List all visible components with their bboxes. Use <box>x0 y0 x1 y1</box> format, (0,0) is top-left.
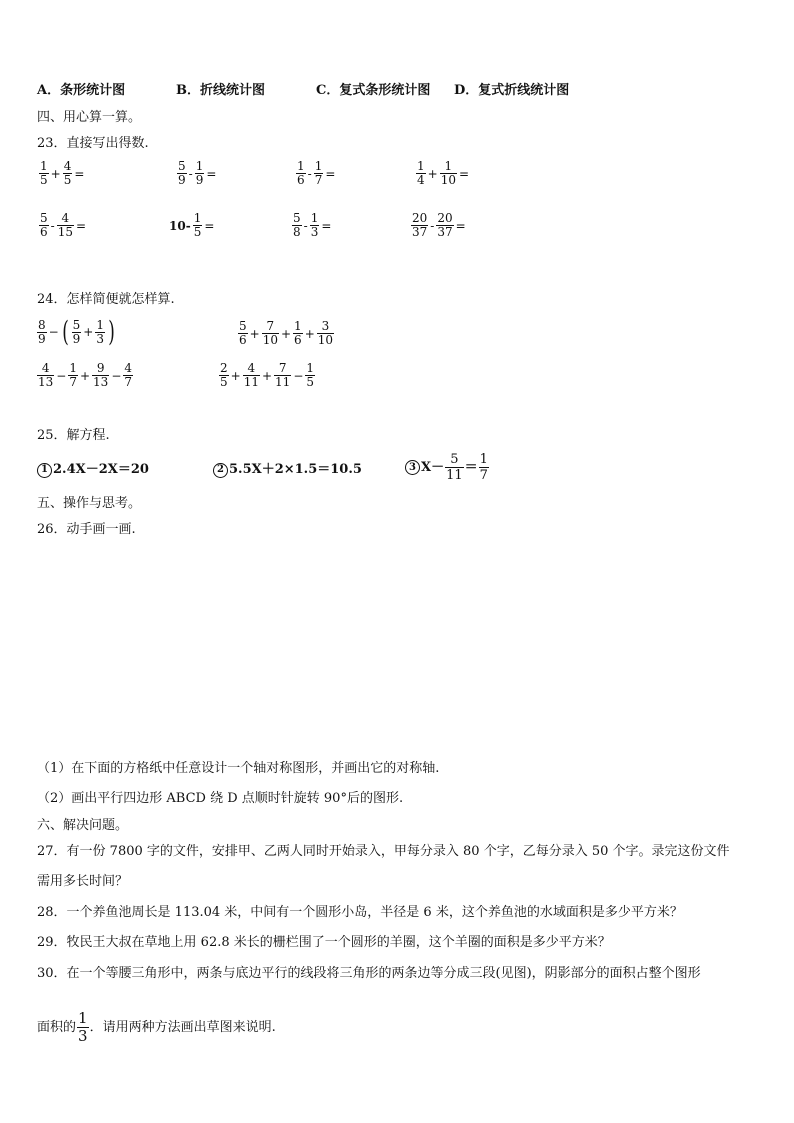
q25-equation-2: 2 5.5X＋2×1.5＝10.5 <box>213 462 362 478</box>
q27-line-1: 27．有一份 7800 字的文件，安排甲、乙两人同时开始录入，甲每分录入 80 个字，乙每分录入 50 个字。录完这份文件 <box>37 844 730 859</box>
q24-expr-1: $\frac{8}{9}$ − ( $\frac{5}{9}$ + $\frac{1}{3}$ ) <box>38 315 115 348</box>
option-b: B．折线统计图 <box>176 83 265 98</box>
q23-title: 23．直接写出得数. <box>37 136 149 151</box>
q28-text: 28．一个养鱼池周长是 113.04 米，中间有一个圆形小岛，半径是 6 米，这个养鱼池的水域面积是多少平方米？ <box>37 905 683 920</box>
section-4-heading: 四、用心算一算。 <box>37 110 142 125</box>
q27-line-2: 需用多长时间？ <box>37 874 129 889</box>
circled-number: 3 <box>405 460 420 475</box>
q26-part-2: （2）画出平行四边形 ABCD 绕 D 点顺时针旋转 90°后的图形. <box>37 791 404 806</box>
q25-title: 25．解方程. <box>37 428 110 443</box>
q25-equation-1: 1 2.4X－2X＝20 <box>37 462 149 478</box>
q24-expr-3: $\frac{4}{13}$ − $\frac{1}{7}$ + $\frac{9}{13}$ − $\frac{4}{7}$ <box>38 361 133 389</box>
q24-title: 24．怎样简便就怎样算. <box>37 292 175 307</box>
q23-item-8: $\frac{20}{37}$ - $\frac{20}{37}$ = <box>412 211 466 239</box>
q23-item-4: $\frac{1}{4}$ + $\frac{1}{10}$ = <box>417 159 470 187</box>
circled-number: 1 <box>37 463 52 478</box>
q24-expr-2: $\frac{5}{6}$ + $\frac{7}{10}$ + $\frac{1}{6}$ + $\frac{3}{10}$ <box>239 319 334 347</box>
q23-item-5: $\frac{5}{6}$ - $\frac{4}{15}$ = <box>40 211 87 239</box>
q23-item-6: 10- $\frac{1}{5}$ = <box>169 211 215 239</box>
q24-expr-4: $\frac{2}{5}$ + $\frac{4}{11}$ + $\frac{7}{11}$ − $\frac{1}{5}$ <box>220 361 315 389</box>
section-6-heading: 六、解决问题。 <box>37 818 129 833</box>
q26-title: 26．动手画一画. <box>37 522 136 537</box>
q25-equation-3: 3 X－ $\frac{5}{11}$ ＝ $\frac{1}{7}$ <box>405 452 490 483</box>
q23-item-3: $\frac{1}{6}$ - $\frac{1}{7}$ = <box>297 159 336 187</box>
q30-line-1: 30．在一个等腰三角形中，两条与底边平行的线段将三角形的两条边等分成三段(见图)，阴影部分的面积占整个图形 <box>37 966 701 981</box>
q23-item-2: $\frac{5}{9}$ - $\frac{1}{9}$ = <box>178 159 217 187</box>
option-d: D．复式折线统计图 <box>454 83 570 98</box>
circled-number: 2 <box>213 463 228 478</box>
q23-item-7: $\frac{5}{8}$ - $\frac{1}{3}$ = <box>293 211 332 239</box>
q23-item-1: $\frac{1}{5}$ + $\frac{4}{5}$ = <box>40 159 85 187</box>
option-a: A．条形统计图 <box>37 83 126 98</box>
q29-text: 29．牧民王大叔在草地上用 62.8 米长的栅栏围了一个圆形的羊圈，这个羊圈的面积是多少平方米？ <box>37 935 611 950</box>
section-5-heading: 五、操作与思考。 <box>37 496 142 511</box>
q30-line-2: 面积的 $\frac{1}{3}$ ．请用两种方法画出草图来说明. <box>37 1009 276 1045</box>
q26-part-1: （1）在下面的方格纸中任意设计一个轴对称图形，并画出它的对称轴. <box>37 761 440 776</box>
option-c: C．复式条形统计图 <box>316 83 431 98</box>
